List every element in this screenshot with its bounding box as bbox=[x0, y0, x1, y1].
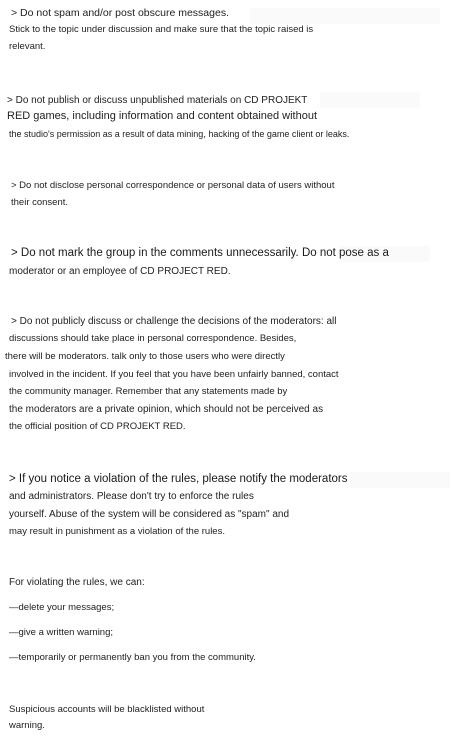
rule-1-line-1: > Do not spam and/or post obscure messages. bbox=[11, 7, 229, 19]
rule-2-line-1: > Do not publish or discuss unpublished materials on CD PROJEKT bbox=[7, 95, 308, 106]
rule-6-line-2: and administrators. Please don't try to enforce the rules bbox=[9, 491, 254, 502]
rule-4-line-1: > Do not mark the group in the comments unnecessarily. Do not pose as a bbox=[11, 247, 389, 259]
rule-1-line-3: relevant. bbox=[9, 41, 46, 52]
rule-5-line-2: discussions should take place in personal correspondence. Besides, bbox=[9, 333, 297, 344]
rule-2-line-3: the studio's permission as a result of data mining, hacking of the game client or leaks. bbox=[9, 129, 350, 139]
penalty-item: —give a written warning; bbox=[9, 627, 114, 638]
rule-4-line-2: moderator or an employee of CD PROJECT RED. bbox=[9, 266, 231, 277]
penalties-intro: For violating the rules, we can: bbox=[9, 577, 145, 588]
rule-5-line-6: the moderators are a private opinion, which should not be perceived as bbox=[9, 404, 324, 415]
rule-5-line-3: there will be moderators. talk only to those users who were directly bbox=[5, 351, 285, 362]
footer-line-2: warning. bbox=[9, 720, 45, 731]
penalty-item: —temporarily or permanently ban you from the community. bbox=[9, 652, 256, 663]
background-band bbox=[250, 8, 440, 24]
rule-6-line-4: may result in punishment as a violation of the rules. bbox=[9, 526, 225, 537]
rule-3-line-1: > Do not disclose personal correspondence or personal data of users without bbox=[11, 180, 335, 191]
rule-5-line-4: involved in the incident. If you feel that you have been unfairly banned, contact bbox=[9, 369, 339, 380]
rule-5-line-5: the community manager. Remember that any statements made by bbox=[9, 386, 288, 397]
rule-3-line-2: their consent. bbox=[11, 197, 69, 208]
rule-2-line-2: RED games, including information and content obtained without bbox=[7, 110, 318, 122]
background-band bbox=[350, 472, 450, 488]
rule-5-line-1: > Do not publicly discuss or challenge the decisions of the moderators: all bbox=[11, 316, 337, 327]
footer-line-1: Suspicious accounts will be blacklisted without bbox=[9, 704, 205, 715]
rule-5-line-7: the official position of CD PROJEKT RED. bbox=[9, 421, 186, 432]
penalty-item: —delete your messages; bbox=[9, 602, 115, 613]
rule-1-line-2: Stick to the topic under discussion and make sure that the topic raised is bbox=[9, 24, 314, 35]
background-band bbox=[320, 92, 420, 108]
rule-6-line-3: yourself. Abuse of the system will be considered as "spam" and bbox=[9, 509, 290, 520]
rule-6-line-1: > If you notice a violation of the rules, please notify the moderators bbox=[9, 473, 348, 485]
